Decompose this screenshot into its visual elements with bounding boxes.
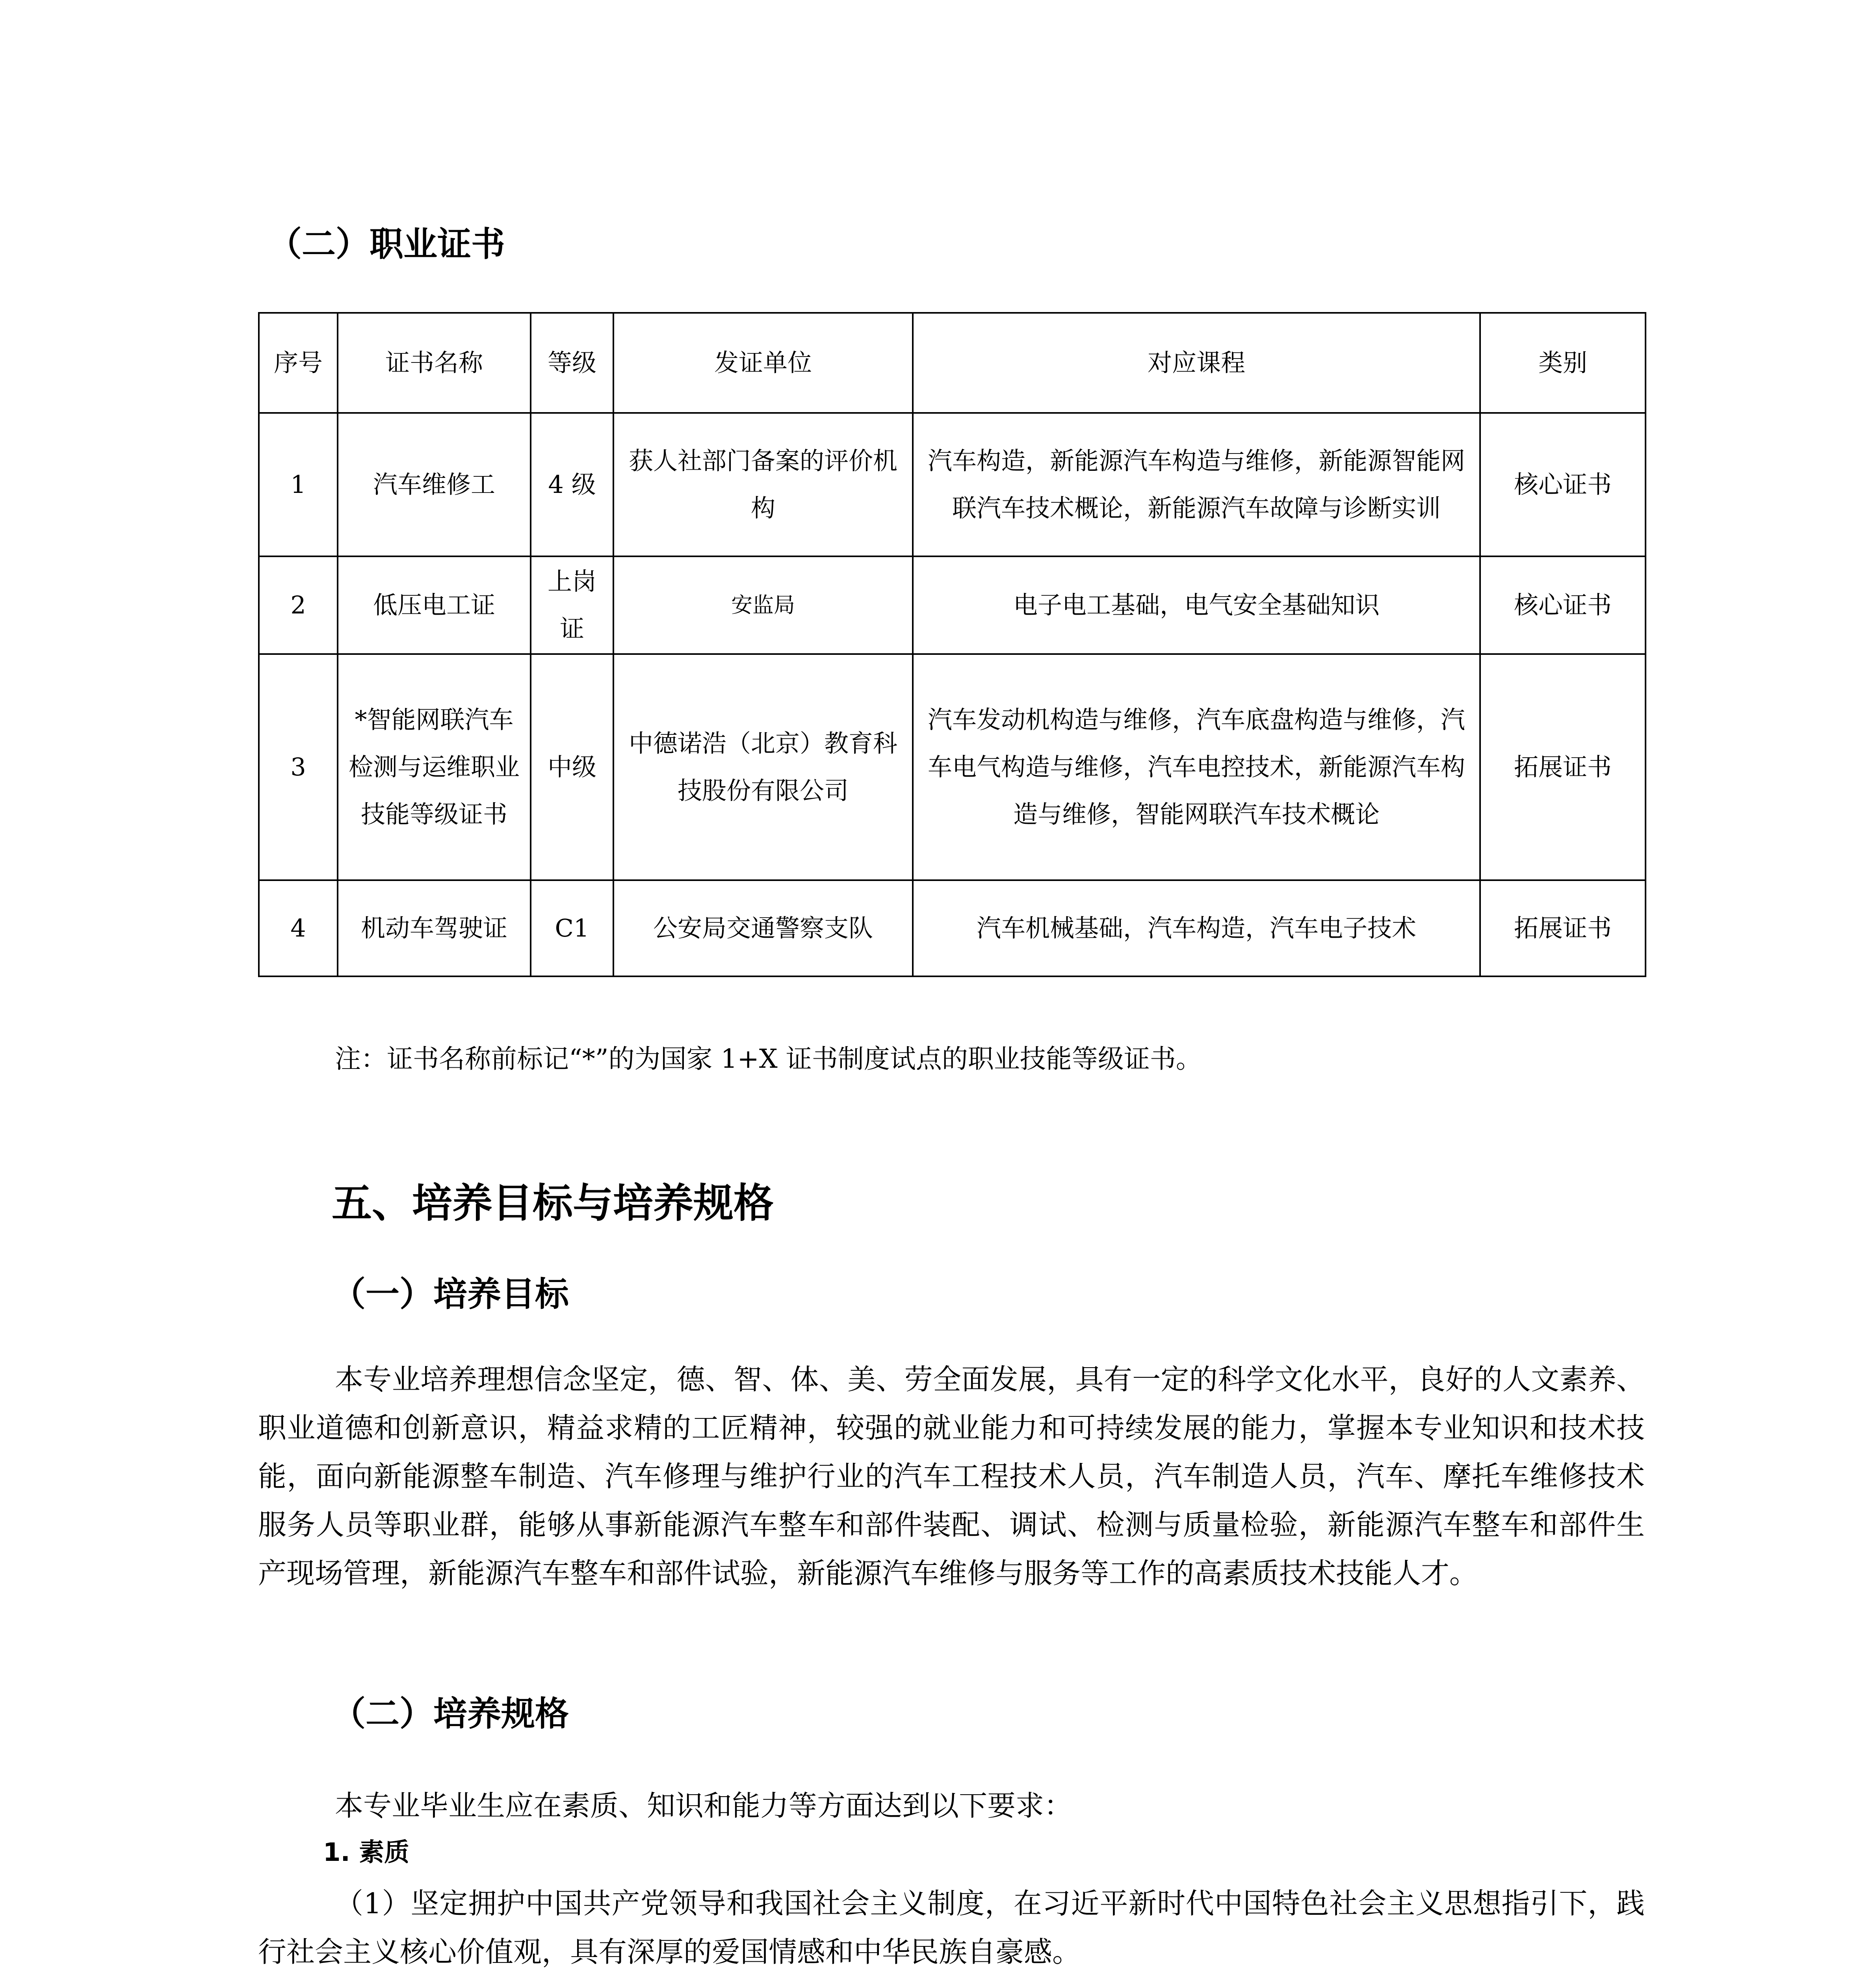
cell-level: 4 级 — [531, 413, 613, 556]
header-category: 类别 — [1480, 313, 1646, 413]
cell-category: 核心证书 — [1480, 413, 1646, 556]
quality-title: 1. 素质 — [323, 1838, 410, 1867]
cell-no: 2 — [259, 556, 338, 654]
cell-no: 4 — [259, 880, 338, 976]
certificate-table — [258, 312, 1646, 977]
cell-no: 1 — [259, 413, 338, 556]
spec-title: （二）培养规格 — [332, 1694, 569, 1734]
table-row — [259, 413, 1646, 556]
cell-courses: 汽车发动机构造与维修，汽车底盘构造与维修，汽车电气构造与维修，汽车电控技术，新能源汽车构造与维修，智能网联汽车技术概论 — [913, 654, 1480, 880]
cell-issuer: 中德诺浩（北京）教育科技股份有限公司 — [613, 654, 913, 880]
cell-category: 拓展证书 — [1480, 880, 1646, 976]
cell-level: C1 — [531, 880, 613, 976]
goal-title: （一）培养目标 — [332, 1275, 569, 1314]
header-name: 证书名称 — [338, 313, 531, 413]
cell-name: *智能网联汽车检测与运维职业技能等级证书 — [338, 654, 531, 880]
cell-courses: 汽车构造，新能源汽车构造与维修，新能源智能网联汽车技术概论，新能源汽车故障与诊断实训 — [913, 413, 1480, 556]
cert-section-title: （二）职业证书 — [268, 225, 505, 264]
cell-issuer: 公安局交通警察支队 — [613, 880, 913, 976]
goal-paragraph: 本专业培养理想信念坚定，德、智、体、美、劳全面发展，具有一定的科学文化水平，良好的人文素养、职业道德和创新意识，精益求精的工匠精神，较强的就业能力和可持续发展的能力，掌握本专业知识和技术技能，面向新能源整车制造、汽车修理与维护行业的汽车工程技术人员，汽车制造人员，汽车、摩托车维修技术服务人员等职业群，能够从事新能源汽车整车和部件装配、调试、检测与质量检验，新能源汽车整车和部件生产现场管理，新能源汽车整车和部件试验，新能源汽车维修与服务等工作的高素质技术技能人才。 — [258, 1363, 1645, 1590]
header-level: 等级 — [531, 313, 613, 413]
cell-name: 汽车维修工 — [338, 413, 531, 556]
list-item: （1）坚定拥护中国共产党领导和我国社会主义制度，在习近平新时代中国特色社会主义思想指引下，践行社会主义核心价值观，具有深厚的爱国情感和中华民族自豪感。 — [258, 1887, 1645, 1968]
cell-name: 机动车驾驶证 — [338, 880, 531, 976]
cell-courses: 汽车机械基础，汽车构造，汽车电子技术 — [913, 880, 1480, 976]
table-header-row — [259, 313, 1646, 413]
table-row — [259, 556, 1646, 654]
header-no: 序号 — [259, 313, 338, 413]
cell-name: 低压电工证 — [338, 556, 531, 654]
section-title: 五、培养目标与培养规格 — [332, 1180, 774, 1227]
cell-courses: 电子电工基础，电气安全基础知识 — [913, 556, 1480, 654]
cell-issuer: 安监局 — [613, 556, 913, 654]
cell-category: 拓展证书 — [1480, 654, 1646, 880]
spec-intro: 本专业毕业生应在素质、知识和能力等方面达到以下要求： — [335, 1789, 1073, 1822]
quality-list — [258, 1879, 1645, 1970]
cell-category: 核心证书 — [1480, 556, 1646, 654]
table-note: 注：证书名称前标记“*”的为国家 1+X 证书制度试点的职业技能等级证书。 — [335, 1044, 1202, 1074]
header-courses: 对应课程 — [913, 313, 1480, 413]
cell-no: 3 — [259, 654, 338, 880]
table-row — [259, 654, 1646, 880]
cell-level: 上岗证 — [531, 556, 613, 654]
table-row — [259, 880, 1646, 976]
cell-level: 中级 — [531, 654, 613, 880]
header-issuer: 发证单位 — [613, 313, 913, 413]
cell-issuer: 获人社部门备案的评价机构 — [613, 413, 913, 556]
